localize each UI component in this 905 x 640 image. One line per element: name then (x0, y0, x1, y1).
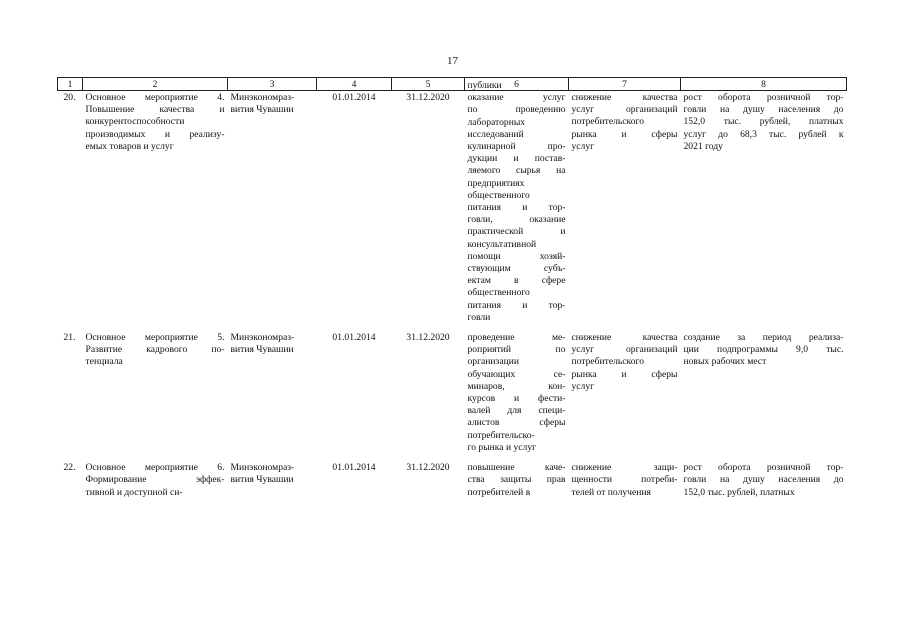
directions-line: общественного (467, 189, 530, 201)
start-date-cell: 01.01.2014 (332, 92, 376, 103)
measure-line: тенциала (85, 356, 123, 368)
row-number-cell: 20. (63, 92, 76, 103)
consequences-line: потребительского (571, 356, 645, 368)
executor-line: вития Чувашии (230, 344, 294, 356)
directions-line: практической и (467, 226, 566, 238)
directions-line: алистов сферы (467, 417, 566, 429)
column-header: 2 (83, 78, 228, 91)
indicators-line: 152,0 тыс. рублей, платных (683, 116, 844, 128)
directions-line: консультативной (467, 238, 537, 250)
directions-line: питания и тор- (467, 299, 566, 311)
measure-line: производимых и реализу- (85, 128, 225, 140)
column-header: 4 (317, 78, 392, 91)
end-date-cell: 31.12.2020 (406, 332, 450, 344)
measure-line: конкурентоспособности (85, 116, 185, 128)
consequences-line: услуг организаций (571, 104, 678, 116)
executor-line: вития Чувашии (230, 474, 294, 486)
directions-line: помощи хозяй- (467, 250, 566, 262)
indicators-cell (681, 324, 847, 454)
directions-line: ствующим субъ- (467, 263, 566, 275)
directions-line: потребителей в (467, 486, 531, 498)
directions-line: предприятиях (467, 177, 525, 189)
directions-line: оказание услуг (467, 92, 566, 104)
directions-line: кулинарной про- (467, 141, 566, 153)
directions-line: говли (467, 311, 491, 323)
column-header: 7 (569, 78, 681, 91)
consequences-line: снижение качества (571, 332, 678, 344)
measures-table (57, 77, 847, 499)
consequences-line: рынка и сферы (571, 128, 678, 140)
measure-line: емых товаров и услуг (85, 140, 174, 152)
executor-line: вития Чувашии (230, 104, 294, 116)
directions-line: повышение каче- (467, 462, 566, 474)
table-row (58, 324, 847, 454)
directions-line: дукции и постав- (467, 153, 566, 165)
start-date-cell: 01.01.2014 (332, 332, 376, 344)
directions-line: по проведению (467, 104, 566, 116)
executor-line: Минэкономраз- (230, 92, 295, 103)
indicators-line: новых рабочих мест (683, 356, 767, 368)
column-header: 3 (228, 78, 317, 91)
directions-line: организации (467, 356, 520, 368)
column-header: 6 (465, 78, 569, 91)
column-header: 5 (392, 78, 465, 91)
consequences-line: потребительского (571, 116, 645, 128)
table-row (58, 454, 847, 499)
directions-cell (465, 80, 569, 325)
consequences-cell (569, 91, 681, 325)
indicators-line: говли на душу населения до (683, 104, 844, 116)
indicators-line: создание за период реализа- (683, 332, 844, 344)
directions-line: общественного (467, 287, 530, 299)
consequences-line: рынка и сферы (571, 368, 678, 380)
directions-line: валей для специ- (467, 405, 566, 417)
indicators-cell (681, 454, 847, 499)
page-number: 17 (447, 55, 458, 67)
table-row (58, 91, 847, 325)
row-number-cell: 22. (63, 462, 76, 474)
directions-line: ства защиты прав (467, 474, 566, 486)
measure-name-cell (83, 454, 228, 499)
indicators-line: услуг до 68,3 тыс. рублей к (683, 128, 844, 140)
consequences-line: услуг (571, 140, 595, 152)
measure-line: Развитие кадрового по- (85, 344, 225, 356)
consequences-line: снижение защи- (571, 462, 678, 474)
column-number-header-row (58, 78, 847, 91)
indicators-line: 152,0 тыс. рублей, платных (683, 486, 795, 498)
directions-line: потребительско- (467, 429, 535, 441)
consequences-cell (569, 324, 681, 454)
consequences-line: телей от получения (571, 486, 651, 498)
directions-line: обучающих се- (467, 368, 566, 380)
measure-name-cell (83, 91, 228, 325)
measure-line: Основное мероприятие 5. (85, 332, 225, 344)
end-date-cell: 31.12.2020 (406, 462, 450, 474)
row-number-cell: 21. (63, 332, 76, 344)
directions-line: проведение ме- (467, 332, 566, 344)
measure-line: Формирование эффек- (85, 474, 225, 486)
directions-line: питания и тор- (467, 202, 566, 214)
directions-cell (465, 454, 569, 499)
end-date-cell: 31.12.2020 (406, 92, 450, 103)
indicators-cell (681, 91, 847, 325)
executor-cell (228, 324, 317, 454)
directions-line: роприятий по (467, 344, 566, 356)
consequences-line: услуг организаций (571, 344, 678, 356)
measure-line: тивной и доступной си- (85, 486, 183, 498)
column-header: 1 (58, 78, 83, 91)
column-header: 8 (681, 78, 847, 91)
executor-cell (228, 91, 317, 325)
indicators-line: 2021 году (683, 140, 723, 152)
measure-line: Основное мероприятие 6. (85, 462, 225, 474)
directions-line: минаров, кон- (467, 380, 566, 392)
start-date-cell: 01.01.2014 (332, 462, 376, 474)
indicators-line: рост оборота розничной тор- (683, 92, 844, 103)
consequences-line: услуг (571, 380, 595, 392)
consequences-line: снижение качества (571, 92, 678, 103)
directions-line: исследований (467, 128, 524, 140)
measure-line: Повышение качества и (85, 104, 225, 116)
measure-line: Основное мероприятие 4. (85, 92, 225, 103)
executor-line: Минэкономраз- (230, 462, 295, 474)
directions-line: ляемого сырья на (467, 165, 566, 177)
directions-line: го рынка и услуг (467, 441, 537, 453)
directions-line: ектам в сфере (467, 275, 566, 287)
consequences-cell (569, 454, 681, 499)
directions-cell (465, 324, 569, 454)
indicators-line: говли на душу населения до (683, 474, 844, 486)
directions-line: курсов и фести- (467, 393, 566, 405)
continuation-line: публики (467, 80, 502, 91)
consequences-line: щенности потреби- (571, 474, 678, 486)
indicators-line: рост оборота розничной тор- (683, 462, 844, 474)
directions-line: лабораторных (467, 116, 526, 128)
indicators-line: ции подпрограммы 9,0 тыс. (683, 344, 844, 356)
directions-line: говли, оказание (467, 214, 566, 226)
table-body (58, 80, 847, 499)
executor-line: Минэкономраз- (230, 332, 295, 344)
measure-name-cell (83, 324, 228, 454)
executor-cell (228, 454, 317, 499)
